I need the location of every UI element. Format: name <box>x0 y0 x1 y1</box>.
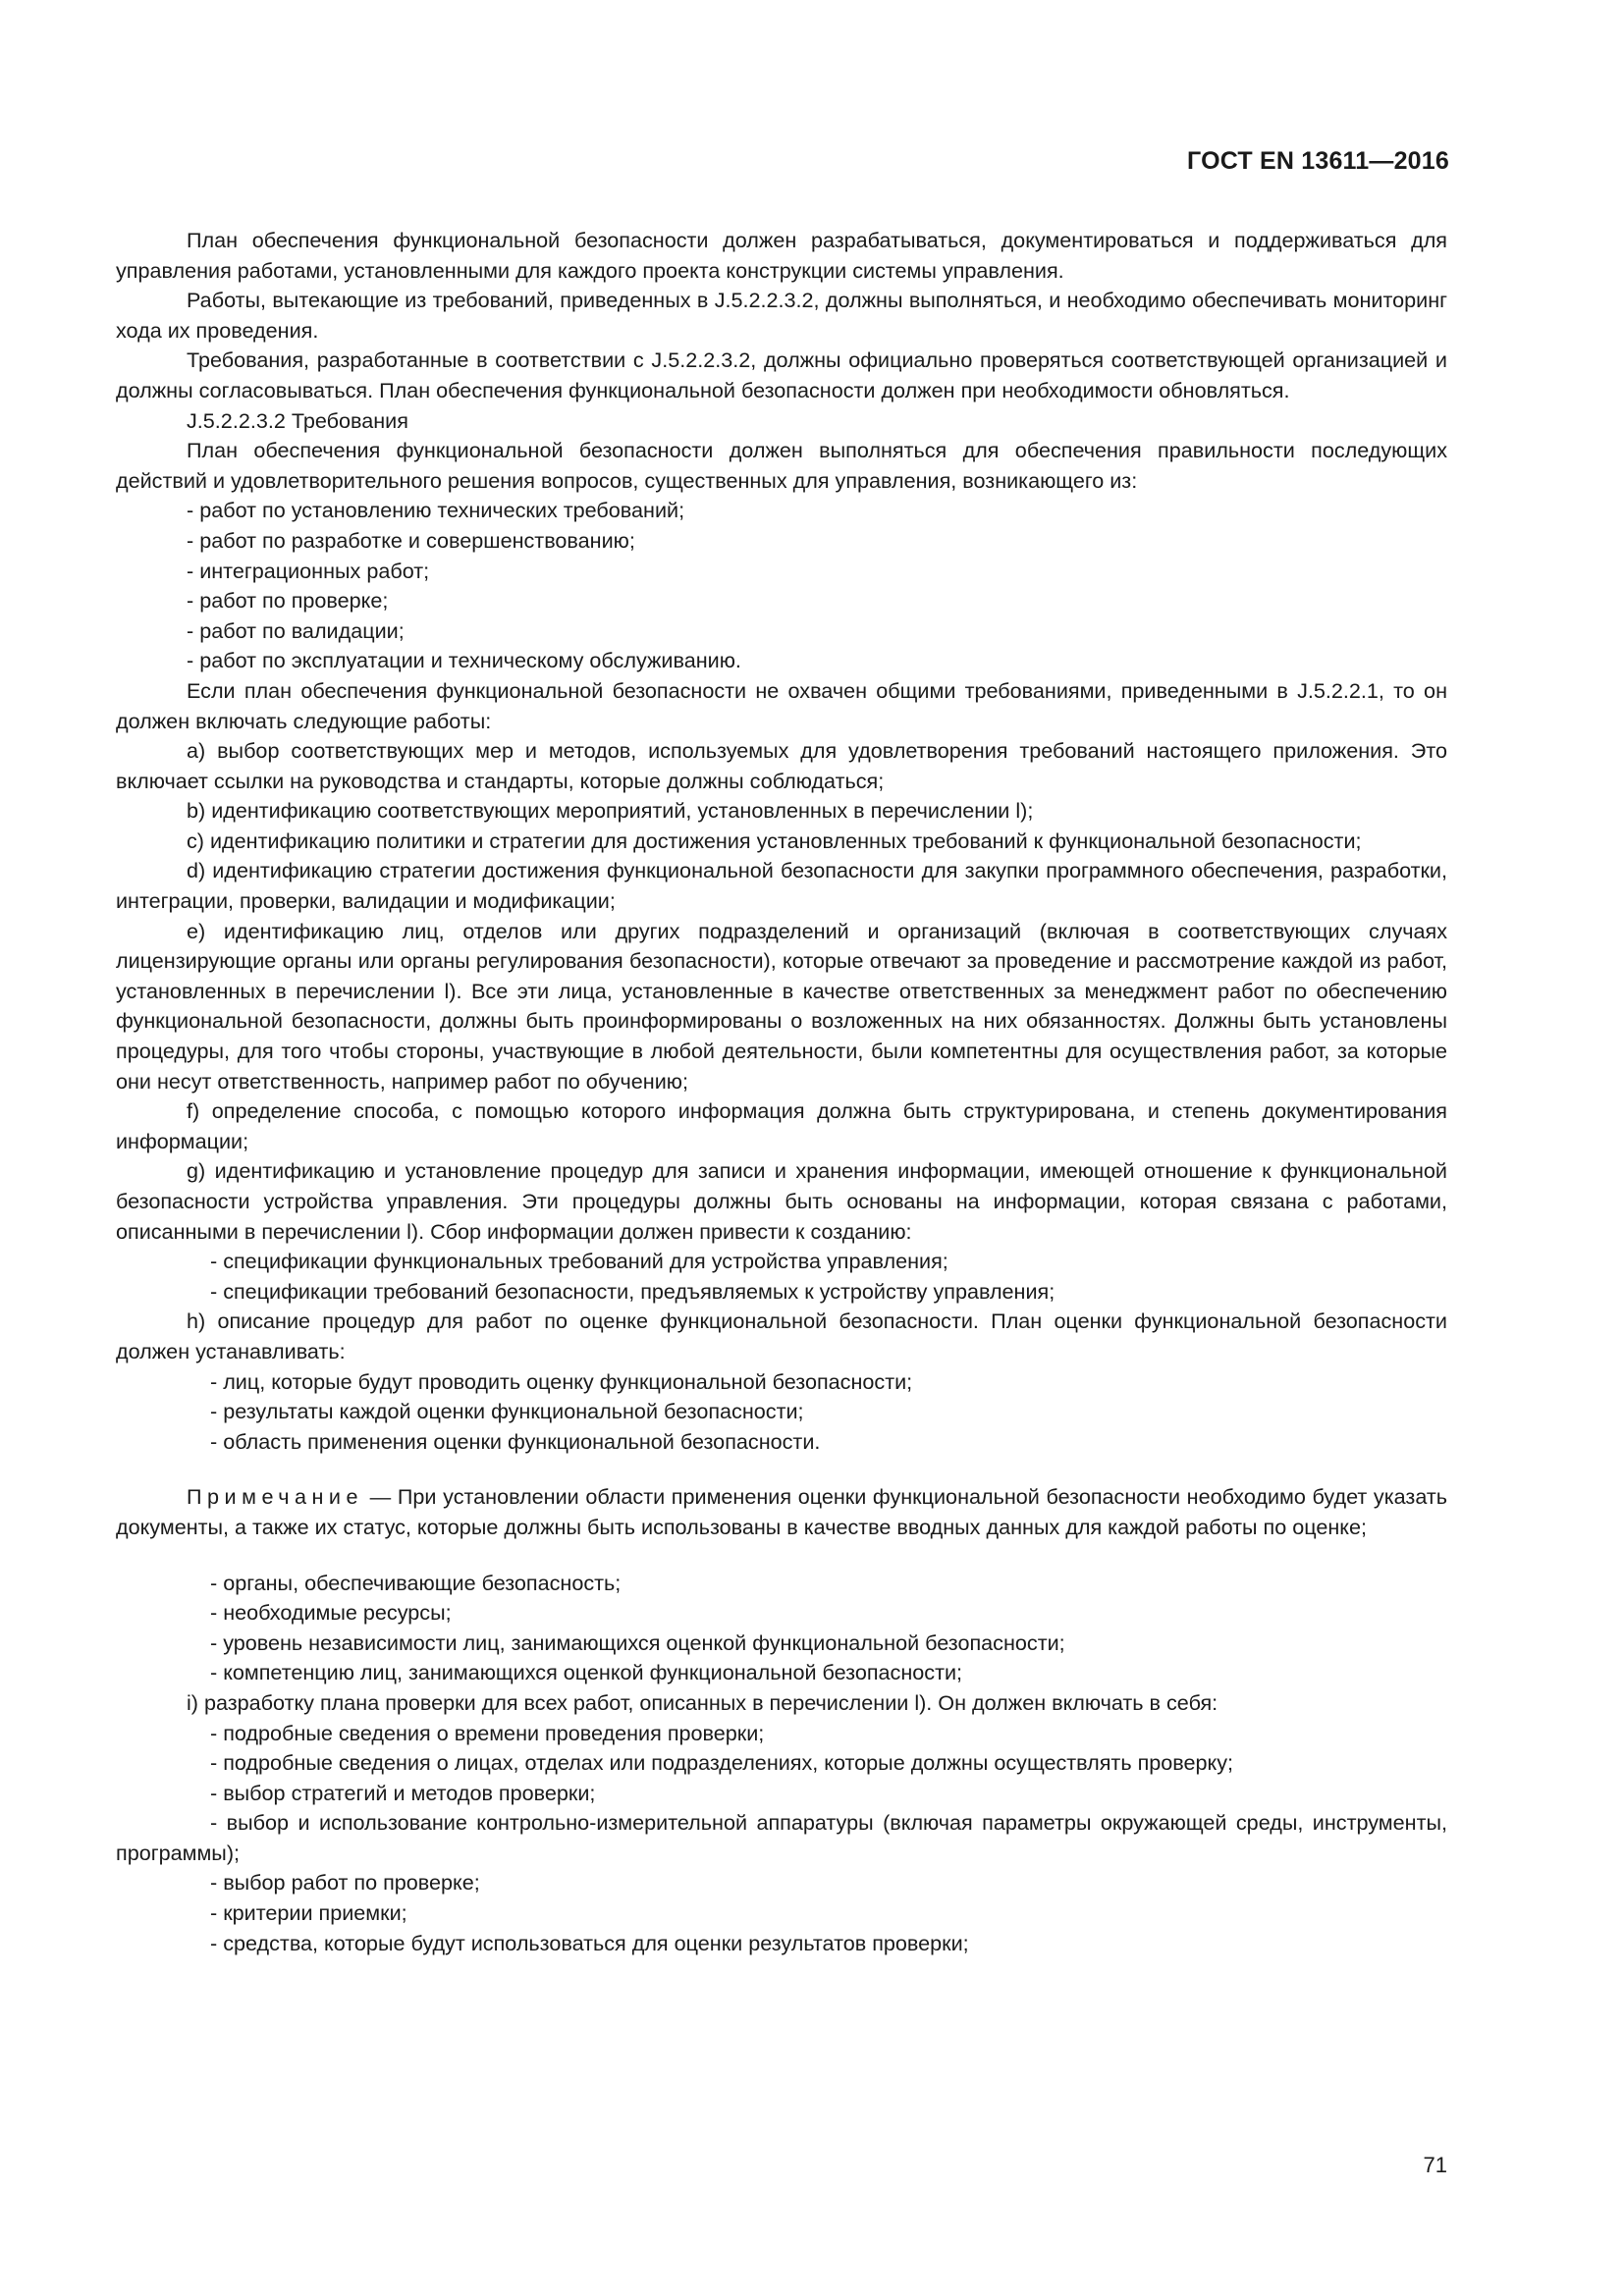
list-item: - органы, обеспечивающие безопасность; <box>210 1570 622 1595</box>
paragraph: План обеспечения функциональной безопасности должен разрабатываться, документироваться и поддерживаться для управления работами, установленными для каждого проекта конструкции системы управления. <box>116 228 1447 283</box>
list-activities <box>116 496 1447 676</box>
document-body <box>116 226 1447 1958</box>
item-i: i) разработку плана проверки для всех работ, описанных в перечислении l). Он должен включать в себя: <box>187 1689 1218 1715</box>
list-item: - подробные сведения о лицах, отделах или подразделениях, которые должны осуществлять проверку; <box>210 1750 1234 1776</box>
paragraph: Требования, разработанные в соответствии с J.5.2.2.3.2, должны официально проверяться соответствующей организацией и должны согласовываться. План обеспечения функциональной безопасности должен при необходимости обновляться. <box>116 347 1447 402</box>
list-item: - уровень независимости лиц, занимающихся оценкой функциональной безопасности; <box>210 1629 1065 1655</box>
item-h: h) описание процедур для работ по оценке функциональной безопасности. План оценки функциональной безопасности должен устанавливать: <box>116 1308 1447 1363</box>
paragraph: Работы, вытекающие из требований, приведенных в J.5.2.2.3.2, должны выполняться, и необходимо обеспечивать мониторинг хода их проведения. <box>116 288 1447 343</box>
list-item: - лиц, которые будут проводить оценку функциональной безопасности; <box>210 1368 913 1394</box>
note-label: Примечание <box>187 1484 363 1510</box>
item-e: e) идентификацию лиц, отделов или других подразделений и организаций (включая в соответствующих случаях лицензирующие органы или органы регулирования безопасности), которые отвечают за проведение и рассмотрение каждой из работ, установленных в перечислении l). Все эти лица, установленные в качестве ответственных за менеджмент работ по обеспечению функциональной безопасности, должны быть проинформированы о возложенных на них обязанностях. Должны быть установлены процедуры, для того чтобы стороны, участвующие в любой деятельности, были компетентны для осуществления работ, за которые они несут ответственность, например работ по обучению; <box>116 918 1447 1094</box>
list-item: - интеграционных работ; <box>187 558 430 583</box>
note-text: — При установлении области применения оценки функциональной безопасности необходимо будет указать документы, а также их статус, которые должны быть использованы в качестве вводных данных для каждой работы по оценке; <box>116 1484 1447 1539</box>
list-item: - работ по валидации; <box>187 617 405 643</box>
list-item: - работ по разработке и совершенствованию; <box>187 527 635 553</box>
paragraph: Если план обеспечения функциональной безопасности не охвачен общими требованиями, приведенными в J.5.2.2.1, то он должен включать следующие работы: <box>116 677 1447 733</box>
list-after-note <box>116 1569 1447 1688</box>
list-item: - работ по эксплуатации и техническому обслуживанию. <box>187 648 741 673</box>
list-item: - работ по установлению технических требований; <box>187 498 685 523</box>
list-item: - выбор работ по проверке; <box>210 1870 480 1896</box>
list-item: - спецификации требований безопасности, предъявляемых к устройству управления; <box>210 1278 1056 1304</box>
list-i <box>116 1719 1447 1959</box>
page-number: 71 <box>1423 2153 1447 2177</box>
list-item: - компетенцию лиц, занимающихся оценкой функциональной безопасности; <box>210 1660 963 1685</box>
section-heading: J.5.2.2.3.2 Требования <box>187 407 408 433</box>
list-item: - подробные сведения о времени проведения проверки; <box>210 1720 765 1745</box>
list-item: - результаты каждой оценки функциональной безопасности; <box>210 1399 804 1424</box>
list-item: - необходимые ресурсы; <box>210 1600 452 1626</box>
note <box>116 1482 1447 1542</box>
list-h <box>116 1367 1447 1458</box>
list-item: - спецификации функциональных требований для устройства управления; <box>210 1249 948 1274</box>
list-item: - критерии приемки; <box>210 1900 407 1926</box>
list-item: - область применения оценки функциональной безопасности. <box>210 1428 821 1454</box>
list-item: - работ по проверке; <box>187 588 389 614</box>
item-c: c) идентификацию политики и стратегии для достижения установленных требований к функциональной безопасности; <box>187 828 1362 853</box>
item-b: b) идентификацию соответствующих мероприятий, установленных в перечислении l); <box>187 798 1034 824</box>
item-g: g) идентификацию и установление процедур для записи и хранения информации, имеющей отношение к функциональной безопасности устройства управления. Эти процедуры должны быть основаны на информации, которая связана с работами, описанными в перечислении l). Сбор информации должен привести к созданию: <box>116 1158 1447 1244</box>
standard-designation: ГОСТ EN 13611—2016 <box>1187 147 1449 175</box>
paragraph: План обеспечения функциональной безопасности должен выполняться для обеспечения правильности последующих действий и удовлетворительного решения вопросов, существенных для управления, возникающего из: <box>116 438 1447 493</box>
list-g <box>116 1247 1447 1307</box>
item-f: f) определение способа, с помощью которого информация должна быть структурирована, и степень документирования информации; <box>116 1098 1447 1153</box>
item-a: a) выбор соответствующих мер и методов, используемых для удовлетворения требований настоящего приложения. Это включает ссылки на руководства и стандарты, которые должны соблюдаться; <box>116 738 1447 793</box>
list-item: - средства, которые будут использоваться для оценки результатов проверки; <box>210 1930 969 1955</box>
list-item: - выбор стратегий и методов проверки; <box>210 1780 596 1805</box>
item-d: d) идентификацию стратегии достижения функциональной безопасности для закупки программного обеспечения, разработки, интеграции, проверки, валидации и модификации; <box>116 858 1447 914</box>
list-item: - выбор и использование контрольно-измерительной аппаратуры (включая параметры окружающей среды, инструменты, программы); <box>116 1810 1447 1865</box>
